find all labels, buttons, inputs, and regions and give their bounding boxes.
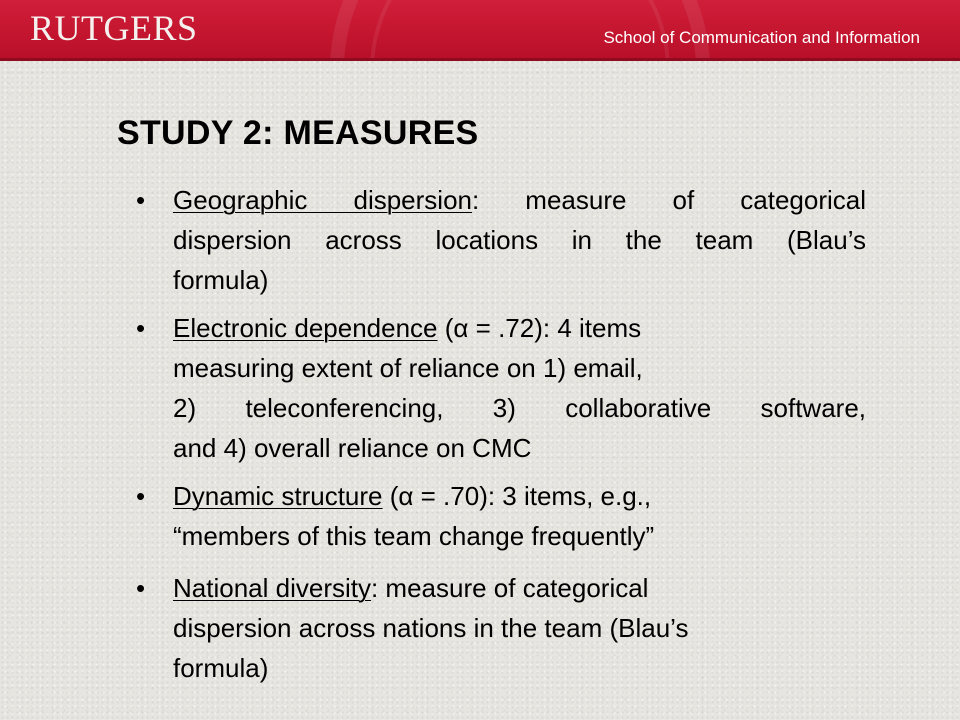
header-divider <box>0 58 960 61</box>
bullet-term: Dynamic structure <box>173 481 383 511</box>
bullet-line: formula) <box>173 265 269 295</box>
school-name: School of Communication and Information <box>603 28 920 47</box>
bullet-line: and 4) overall reliance on CMC <box>173 433 532 463</box>
slide-title: STUDY 2: MEASURES <box>117 114 479 152</box>
bullet-dot-icon: • <box>136 185 146 215</box>
bullet-dot-icon: • <box>136 313 146 343</box>
bullet-term: National diversity <box>173 573 371 603</box>
bullet-term: Geographic dispersion <box>173 185 472 215</box>
bullet-text: : measure of categorical <box>472 185 866 215</box>
bullet-dynamic-structure <box>136 476 866 556</box>
bullet-line: dispersion across locations in the team (Blau’s <box>173 225 866 255</box>
bullet-text: (α = .70): 3 items, e.g., <box>382 481 652 511</box>
bullet-text: : measure of categorical <box>370 573 649 603</box>
bullet-line: “members of this team change frequently” <box>173 521 655 551</box>
bullet-line <box>173 308 866 348</box>
rutgers-logo: RUTGERS <box>30 8 198 48</box>
bullet-dot-icon: • <box>136 573 146 603</box>
bullet-text: (α = .72): 4 items <box>437 313 642 343</box>
bullet-line: 2) teleconferencing, 3) collaborative software, <box>173 393 866 423</box>
bullet-electronic-dependence <box>136 308 866 468</box>
bullet-term: Electronic dependence <box>173 313 438 343</box>
bullet-line: formula) <box>173 653 269 683</box>
measures-list <box>136 180 866 696</box>
bullet-line <box>173 180 866 220</box>
bullet-line <box>173 476 866 516</box>
bullet-line: measuring extent of reliance on 1) email, <box>173 353 643 383</box>
slide-header <box>0 0 960 58</box>
bullet-national-diversity <box>136 568 866 688</box>
bullet-geographic-dispersion <box>136 180 866 300</box>
bullet-line <box>173 568 866 608</box>
bullet-dot-icon: • <box>136 481 146 511</box>
bullet-line: dispersion across nations in the team (Blau’s <box>173 613 689 643</box>
